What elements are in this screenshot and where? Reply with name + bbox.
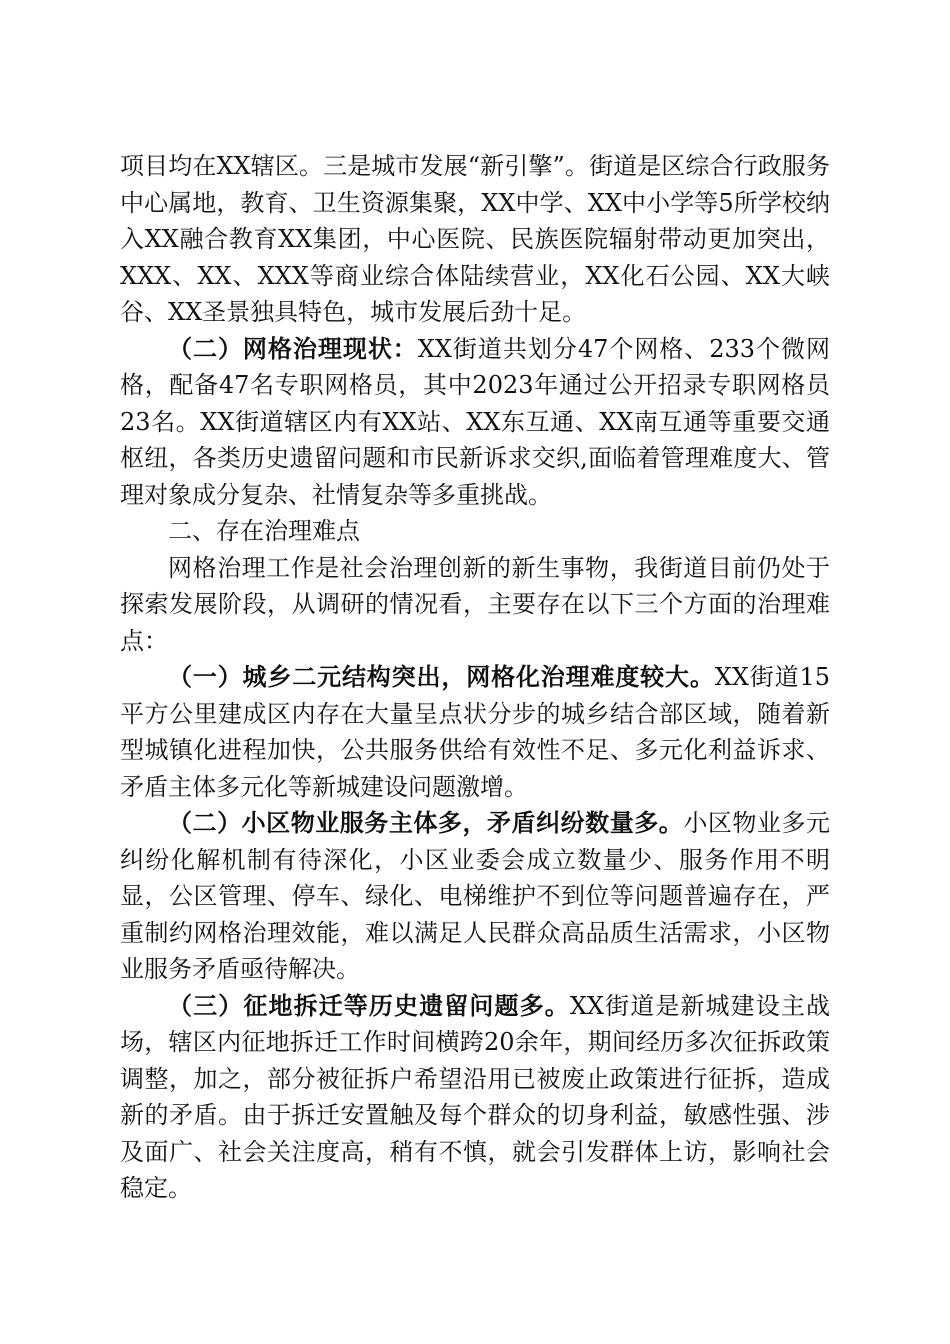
paragraph-intro-difficulties [120, 550, 830, 660]
paragraph-grid-status [120, 331, 830, 514]
paragraph-text: XX街道15平方公里建成区内存在大量呈点状分步的城乡结合部区域，随着新型城镇化进程加快，公共服务供给有效性不足、多元化利益诉求、矛盾主体多元化等新城建设问题激增。 [120, 663, 830, 801]
paragraph-lead: （一）城乡二元结构突出，网格化治理难度较大。 [168, 662, 715, 691]
paragraph-difficulty-3 [120, 988, 830, 1207]
paragraph-text: XX街道是新城建设主战场，辖区内征地拆迁工作时间横跨20余年，期间经历多次征拆政策调整，加之，部分被征拆户希望沿用已被废止政策进行征拆，造成新的矛盾。由于拆迁安置触及每个群众的切身利益，敏感性强、涉及面广、社会关注度高，稍有不慎，就会引发群体上访，影响社会稳定。 [120, 991, 831, 1202]
section-heading: 二、存在治理难点 [168, 517, 360, 545]
paragraph-text: XX街道共划分47个网格、233个微网格，配备47名专职网格员，其中2023年通过公开招录专职网格员23名。XX街道辖区内有XX站、XX东互通、XX南互通等重要交通枢纽，各类历史遗留问题和市民新诉求交织,面临着管理难度大、管理对象成分复杂、社情复杂等多重挑战。 [120, 334, 830, 509]
document-body [120, 148, 830, 1207]
paragraph-text: 小区物业多元纠纷化解机制有待深化，小区业委会成立数量少、服务作用不明显，公区管理、停车、绿化、电梯维护不到位等问题普遍存在，严重制约网格治理效能，难以满足人民群众高品质生活需求，小区物业服务矛盾亟待解决。 [120, 809, 831, 983]
paragraph-city-development [120, 148, 830, 331]
paragraph-lead: （三）征地拆迁等历史遗留问题多。 [168, 990, 570, 1020]
paragraph-lead: （二）小区物业服务主体多，矛盾纠纷数量多。 [168, 808, 684, 837]
paragraph-text: 项目均在XX辖区。三是城市发展“新引擎”。街道是区综合行政服务中心属地，教育、卫生资源集聚，XX中学、XX中小学等5所学校纳入XX融合教育XX集团，中心医院、民族医院辐射带动更加突出，XXX、XX、XXX等商业综合体陆续营业，XX化石公园、XX大峡谷、XX圣景独具特色，城市发展后劲十足。 [120, 152, 830, 326]
paragraph-lead: （二）网格治理现状： [168, 333, 418, 363]
paragraph-text: 网格治理工作是社会治理创新的新生事物，我街道目前仍处于探索发展阶段，从调研的情况看，主要存在以下三个方面的治理难点： [120, 553, 830, 655]
paragraph-difficulty-2 [120, 805, 830, 988]
paragraph-difficulty-1 [120, 659, 830, 805]
